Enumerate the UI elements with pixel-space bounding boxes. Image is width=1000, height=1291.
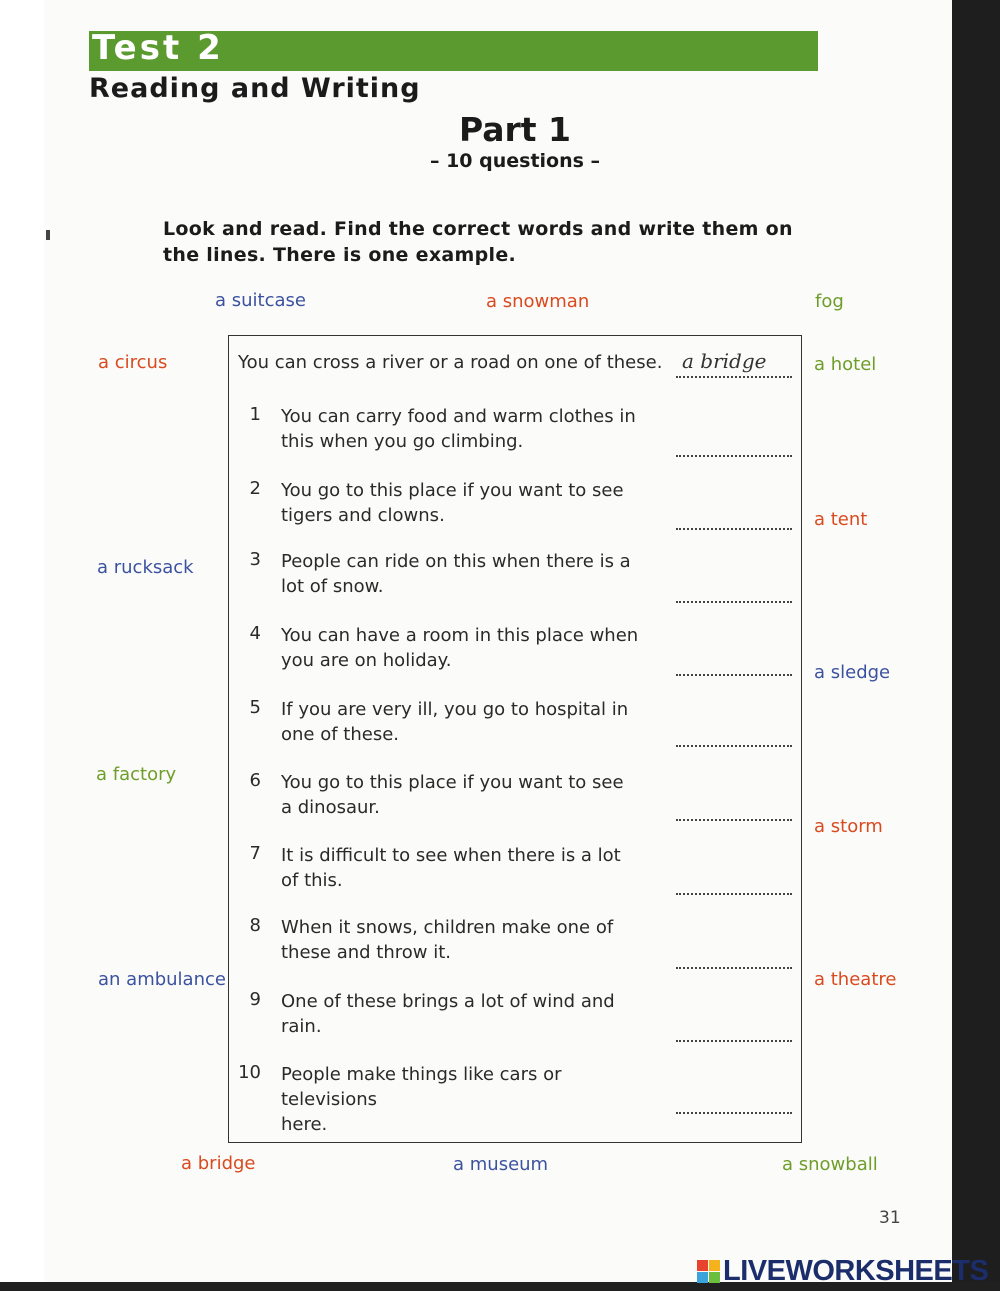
liveworksheets-logo bbox=[697, 1255, 988, 1288]
banner-title: Test 2 bbox=[92, 28, 224, 68]
question-line: It is difficult to see when there is a lot bbox=[281, 845, 621, 866]
question-line: You go to this place if you want to see bbox=[281, 480, 624, 501]
word-storm[interactable]: a storm bbox=[814, 816, 883, 837]
answer-line-4[interactable] bbox=[676, 674, 792, 676]
question-text bbox=[281, 915, 651, 965]
question-line: of this. bbox=[281, 870, 343, 891]
answer-line-5[interactable] bbox=[676, 745, 792, 747]
question-line: tigers and clowns. bbox=[281, 505, 445, 526]
word-bridge[interactable]: a bridge bbox=[181, 1153, 256, 1174]
word-snowman[interactable]: a snowman bbox=[486, 291, 590, 312]
question-number: 3 bbox=[249, 549, 261, 570]
question-line: these and throw it. bbox=[281, 942, 452, 963]
part-title: Part 1 bbox=[458, 110, 572, 149]
example-answer-line bbox=[676, 376, 792, 378]
answer-line-7[interactable] bbox=[676, 893, 792, 895]
answer-line-3[interactable] bbox=[676, 601, 792, 603]
question-number: 8 bbox=[249, 915, 261, 936]
binding-mark bbox=[46, 230, 50, 240]
scan-right-shadow bbox=[952, 0, 1000, 1291]
question-line: You can carry food and warm clothes in bbox=[281, 406, 636, 427]
question-text bbox=[281, 478, 651, 528]
answer-line-9[interactable] bbox=[676, 1040, 792, 1042]
question-line: you are on holiday. bbox=[281, 650, 452, 671]
word-tent[interactable]: a tent bbox=[814, 509, 868, 530]
question-number: 9 bbox=[249, 989, 261, 1010]
answer-line-1[interactable] bbox=[676, 455, 792, 457]
question-line: rain. bbox=[281, 1016, 322, 1037]
scan-left-margin bbox=[0, 0, 44, 1291]
question-line: You can have a room in this place when bbox=[281, 625, 639, 646]
example-answer: a bridge bbox=[682, 349, 767, 373]
instructions: Look and read. Find the correct words and write them on the lines. There is one example. bbox=[163, 218, 793, 266]
question-line: one of these. bbox=[281, 724, 400, 745]
question-count: – 10 questions – bbox=[429, 150, 601, 172]
answer-line-8[interactable] bbox=[676, 967, 792, 969]
word-snowball[interactable]: a snowball bbox=[782, 1154, 878, 1175]
question-number: 7 bbox=[249, 843, 261, 864]
question-line: If you are very ill, you go to hospital in bbox=[281, 699, 629, 720]
question-text bbox=[281, 770, 651, 820]
question-number: 5 bbox=[249, 697, 261, 718]
word-ambulance[interactable]: an ambulance bbox=[98, 969, 226, 990]
word-sledge[interactable]: a sledge bbox=[814, 662, 891, 683]
word-museum[interactable]: a museum bbox=[453, 1154, 549, 1175]
logo-grid-icon bbox=[697, 1260, 720, 1283]
answer-line-6[interactable] bbox=[676, 819, 792, 821]
question-number: 2 bbox=[249, 478, 261, 499]
logo-text: LIVEWORKSHEETS bbox=[723, 1255, 989, 1287]
question-line: here. bbox=[281, 1114, 328, 1135]
question-text bbox=[281, 404, 651, 454]
question-line: One of these brings a lot of wind and bbox=[281, 991, 615, 1012]
question-number: 1 bbox=[249, 404, 261, 425]
question-text bbox=[281, 549, 651, 599]
word-suitcase[interactable]: a suitcase bbox=[215, 290, 306, 311]
question-text bbox=[281, 989, 651, 1039]
word-factory[interactable]: a factory bbox=[96, 764, 177, 785]
word-circus[interactable]: a circus bbox=[98, 352, 168, 373]
answer-line-2[interactable] bbox=[676, 528, 792, 530]
question-line: You go to this place if you want to see bbox=[281, 772, 624, 793]
question-text bbox=[281, 843, 651, 893]
word-hotel[interactable]: a hotel bbox=[814, 354, 877, 375]
word-theatre[interactable]: a theatre bbox=[814, 969, 897, 990]
example-question: You can cross a river or a road on one of these. bbox=[238, 352, 663, 373]
page-number: 31 bbox=[879, 1208, 901, 1228]
answer-line-10[interactable] bbox=[676, 1112, 792, 1114]
question-number: 6 bbox=[249, 770, 261, 791]
question-line: lot of snow. bbox=[281, 576, 384, 597]
question-number: 10 bbox=[238, 1062, 261, 1083]
word-fog[interactable]: fog bbox=[815, 291, 844, 312]
question-text bbox=[281, 697, 651, 747]
question-line: People can ride on this when there is a bbox=[281, 551, 631, 572]
question-text bbox=[281, 623, 651, 673]
word-rucksack[interactable]: a rucksack bbox=[97, 557, 194, 578]
question-line: When it snows, children make one of bbox=[281, 917, 614, 938]
section-subtitle: Reading and Writing bbox=[89, 73, 421, 104]
question-text bbox=[281, 1062, 651, 1137]
question-number: 4 bbox=[249, 623, 261, 644]
question-line: People make things like cars or televisions bbox=[281, 1064, 562, 1110]
question-line: a dinosaur. bbox=[281, 797, 380, 818]
question-line: this when you go climbing. bbox=[281, 431, 524, 452]
